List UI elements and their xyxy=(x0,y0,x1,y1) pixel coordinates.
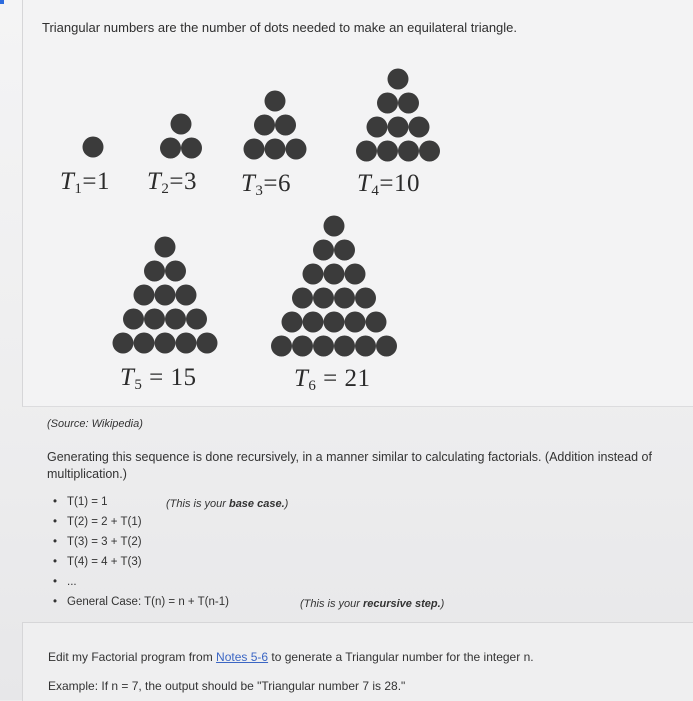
dot xyxy=(303,264,324,285)
dot xyxy=(176,285,197,306)
task-example: Example: If n = 7, the output should be "Triangular number 7 is 28." xyxy=(48,679,406,693)
dot xyxy=(313,288,334,309)
dot xyxy=(113,333,134,354)
dot xyxy=(160,138,181,159)
dot xyxy=(265,91,286,112)
base-case-note: (This is your base case.) xyxy=(166,498,289,510)
triangle-t2 xyxy=(160,114,202,159)
dot xyxy=(144,309,165,330)
dot xyxy=(377,93,398,114)
dot xyxy=(171,114,192,135)
dot xyxy=(144,261,165,282)
dot xyxy=(388,69,409,90)
dot xyxy=(366,312,387,333)
label-t1: $T_1=1$ xyxy=(60,168,111,197)
dot xyxy=(355,288,376,309)
dot xyxy=(345,312,366,333)
description-line-1: Generating this sequence is done recursively, in a manner similar to calculating factorials. (Addition instead of xyxy=(47,450,652,464)
dot xyxy=(165,309,186,330)
dot xyxy=(324,216,345,237)
dot xyxy=(367,117,388,138)
label-t6: $T_6 = 21$ xyxy=(294,365,371,394)
dot xyxy=(334,240,355,261)
dot xyxy=(134,285,155,306)
dot xyxy=(398,93,419,114)
intro-text: Triangular numbers are the number of dots needed to make an equilateral triangle. xyxy=(42,20,518,35)
dot xyxy=(186,309,207,330)
dot xyxy=(324,312,345,333)
dot xyxy=(155,285,176,306)
dot xyxy=(155,333,176,354)
dot xyxy=(356,141,377,162)
dot xyxy=(355,336,376,357)
recursive-step-note: (This is your recursive step.) xyxy=(300,598,445,610)
dot xyxy=(181,138,202,159)
dot xyxy=(134,333,155,354)
triangle-t4 xyxy=(356,69,440,162)
dot xyxy=(303,312,324,333)
dot xyxy=(292,288,313,309)
dot xyxy=(197,333,218,354)
dot xyxy=(265,139,286,160)
dot xyxy=(313,336,334,357)
dot xyxy=(313,240,334,261)
dot xyxy=(282,312,303,333)
label-t5: $T_5 = 15$ xyxy=(120,364,197,393)
dot xyxy=(244,139,265,160)
source-note: (Source: Wikipedia) xyxy=(47,418,143,430)
dot xyxy=(398,141,419,162)
dot xyxy=(176,333,197,354)
triangle-t6 xyxy=(271,216,397,357)
notes-link[interactable]: Notes 5-6 xyxy=(216,650,269,664)
triangle-t3 xyxy=(244,91,307,160)
dot xyxy=(334,288,355,309)
dot xyxy=(286,139,307,160)
dot xyxy=(254,115,275,136)
dot xyxy=(376,336,397,357)
dot xyxy=(334,336,355,357)
dot xyxy=(292,336,313,357)
triangle-t5 xyxy=(113,237,218,354)
dot xyxy=(165,261,186,282)
dot xyxy=(388,117,409,138)
dot xyxy=(377,141,398,162)
page: Triangular numbers are the number of dots needed to make an equilateral triangle. $T_1=1$ $T_2=3$ $T_3=6$ $T_4=10$ $T_5 = 15$ $T_6 = 21$ (Source: Wikipedia) Generating this sequence is done recursively, in a manner similar to calculating factorials. (Addition instead of multiplication.) • T(1) = 1 • T(2) = 2 + T(1) • T(3) = 3 + T(2) • T(4) = 4 + T(3) • ... • General Case: T(n) = n + T(n-1) (This is your base case.) (This is your recursive step.) Edit my Factorial program from Notes 5-6 to generate a Triangular number for the integer n. Example: If n = 7, the output should be "Triangular number 7 is 28." xyxy=(0,0,693,700)
task-instruction: Edit my Factorial program from Notes 5-6 to generate a Triangular number for the integer n. xyxy=(48,650,534,664)
dot xyxy=(409,117,430,138)
dot xyxy=(345,264,366,285)
label-t4: $T_4=10$ xyxy=(357,170,421,199)
dot xyxy=(324,264,345,285)
dot xyxy=(123,309,144,330)
dot xyxy=(155,237,176,258)
label-t3: $T_3=6$ xyxy=(241,170,292,199)
dot xyxy=(275,115,296,136)
description-line-2: multiplication.) xyxy=(47,467,127,481)
dot xyxy=(419,141,440,162)
dot xyxy=(83,137,104,158)
dot xyxy=(271,336,292,357)
description-paragraph xyxy=(47,449,693,483)
triangle-t1 xyxy=(83,137,104,158)
label-t2: $T_2=3$ xyxy=(147,168,198,197)
